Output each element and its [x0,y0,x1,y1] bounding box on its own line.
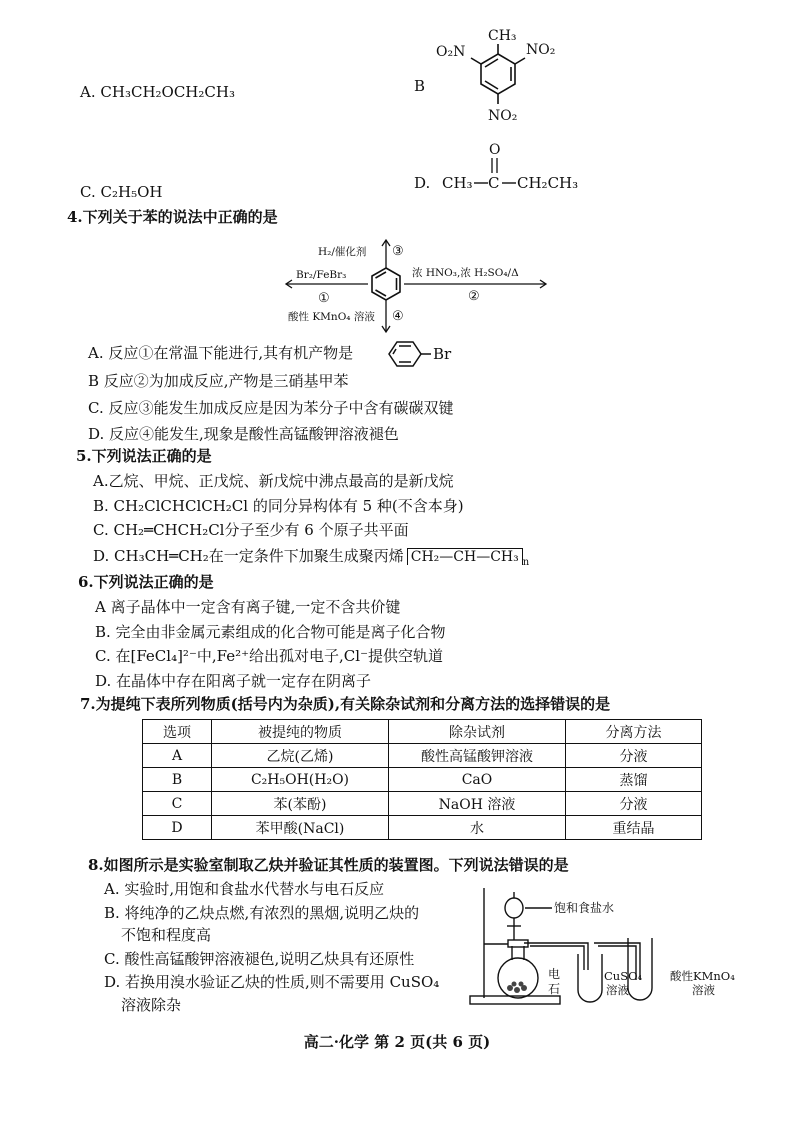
brine-label: 饱和食盐水 [554,901,615,915]
reaction-number-3: ③ [392,244,404,259]
q3-option-c [80,182,162,202]
table-cell: 蒸馏 [566,768,702,792]
benzene-reaction-scheme [280,232,555,340]
table-cell: C [143,792,212,816]
q5-stem: 5.下列说法正确的是 [76,447,212,465]
q8-option-d-line1: D. 若换用溴水验证乙炔的性质,则不需要用 CuSO₄ [104,973,440,991]
carbide-label-2: 石 [548,982,561,996]
q3-option-b-label: B [414,77,426,95]
hydrogenation-reagent: H₂/催化剂 [318,246,367,258]
q6-option-c: C. 在[FeCl₄]²⁻中,Fe²⁺给出孤对电子,Cl⁻提供空轨道 [95,647,443,665]
q5-option-b: B. CH₂ClCHClCH₂Cl 的同分异构体有 5 种(不含本身) [93,497,464,515]
table-cell: NaOH 溶液 [389,792,566,816]
table-row [143,792,702,816]
diethyl-ether-formula: CH₃CH₂OCH₂CH₃ [100,83,235,101]
cuso4-label: CuSO₄ [604,969,643,983]
page-footer: 高二·化学 第 2 页(共 6 页) [303,1033,491,1051]
table-cell: 酸性高锰酸钾溶液 [389,744,566,768]
table-cell: 苯(苯酚) [212,792,389,816]
polymer-subscript: n [522,557,530,568]
q8-option-b-line2: 不饱和程度高 [121,926,212,944]
cuso4-solution-label: 溶液 [606,983,629,997]
q5-option-c: C. CH₂═CHCH₂Cl分子至少有 6 个原子共平面 [93,521,409,539]
q6-stem: 6.下列说法正确的是 [78,573,214,591]
reaction-number-4: ④ [392,309,404,324]
option-label: D. [414,174,431,192]
q5-option-d [93,546,529,573]
q3-option-a [80,82,235,102]
q4-option-a: A. 反应①在常温下能进行,其有机产物是 [88,344,354,362]
bromine-atom: Br [433,345,452,363]
carbide-label-1: 电 [548,967,561,981]
table-cell: 苯甲酸(NaCl) [212,816,389,840]
carbonyl-carbon: C [488,174,500,192]
table-cell: 分液 [566,792,702,816]
option-label: C. [80,183,96,201]
q4-option-c: C. 反应③能发生加成反应是因为苯分子中含有碳碳双键 [88,399,454,417]
column-header: 分离方法 [566,720,702,744]
ketone-right-group: CH₂CH₃ [517,174,579,192]
bromobenzene-structure [383,338,483,370]
table-row [143,768,702,792]
table-header-row [143,720,702,744]
table-cell: 分液 [566,744,702,768]
table-cell: A [143,744,212,768]
q8-option-d-line2: 溶液除杂 [121,996,182,1014]
polymer-formula: CH₂—CH—CH₃ [407,548,523,565]
nitration-reagent: 浓 HNO₃,浓 H₂SO₄/Δ [412,267,519,279]
nitro-group-left: O₂N [436,44,466,60]
column-header: 选项 [143,720,212,744]
option-label: A. [80,83,96,101]
table-row [143,744,702,768]
ethanol-formula: C₂H₅OH [100,183,163,201]
column-header: 除杂试剂 [389,720,566,744]
bromination-reagent: Br₂/FeBr₃ [296,269,347,281]
methyl-group: CH₃ [488,28,517,44]
column-header: 被提纯的物质 [212,720,389,744]
reaction-number-1: ① [318,291,330,306]
table-cell: CaO [389,768,566,792]
oxidation-reagent: 酸性 KMnO₄ 溶液 [288,311,375,323]
q7-stem: 7.为提纯下表所列物质(括号内为杂质),有关除杂试剂和分离方法的选择错误的是 [80,695,611,713]
kmno4-solution-label: 溶液 [692,983,715,997]
q8-option-a: A. 实验时,用饱和食盐水代替水与电石反应 [104,880,385,898]
q4-stem: 4.下列关于苯的说法中正确的是 [67,208,278,226]
table-cell: 水 [389,816,566,840]
q6-option-a: A 离子晶体中一定含有离子键,一定不含共价键 [95,598,401,616]
acetylene-apparatus [460,882,760,1012]
carbonyl-oxygen: O [489,142,501,158]
table-cell: B [143,768,212,792]
reaction-number-2: ② [468,289,480,304]
q8-option-b-line1: B. 将纯净的乙炔点燃,有浓烈的黑烟,说明乙炔的 [104,904,420,922]
table-cell: D [143,816,212,840]
q4-option-d: D. 反应④能发生,现象是酸性高锰酸钾溶液褪色 [88,425,399,443]
q8-stem: 8.如图所示是实验室制取乙炔并验证其性质的装置图。下列说法错误的是 [88,856,569,874]
q5-option-a: A.乙烷、甲烷、正戊烷、新戊烷中沸点最高的是新戊烷 [93,472,454,490]
option-text: D. CH₃CH═CH₂在一定条件下加聚生成聚丙烯 [93,547,404,565]
table-cell: C₂H₅OH(H₂O) [212,768,389,792]
q6-option-d: D. 在晶体中存在阳离子就一定存在阴离子 [95,672,372,690]
ketone-left-group: CH₃ [442,174,473,192]
trinitrotoluene-structure [430,20,580,132]
butanone-structure [414,138,604,198]
table-cell: 重结晶 [566,816,702,840]
purification-table [142,719,702,840]
q6-option-b: B. 完全由非金属元素组成的化合物可能是离子化合物 [95,623,446,641]
table-cell: 乙烷(乙烯) [212,744,389,768]
kmno4-label: 酸性KMnO₄ [670,969,735,983]
nitro-group-bottom: NO₂ [488,108,518,124]
q8-option-c: C. 酸性高锰酸钾溶液褪色,说明乙炔具有还原性 [104,950,415,968]
nitro-group-right: NO₂ [526,42,556,58]
q4-option-b: B 反应②为加成反应,产物是三硝基甲苯 [88,372,349,390]
table-row [143,816,702,840]
